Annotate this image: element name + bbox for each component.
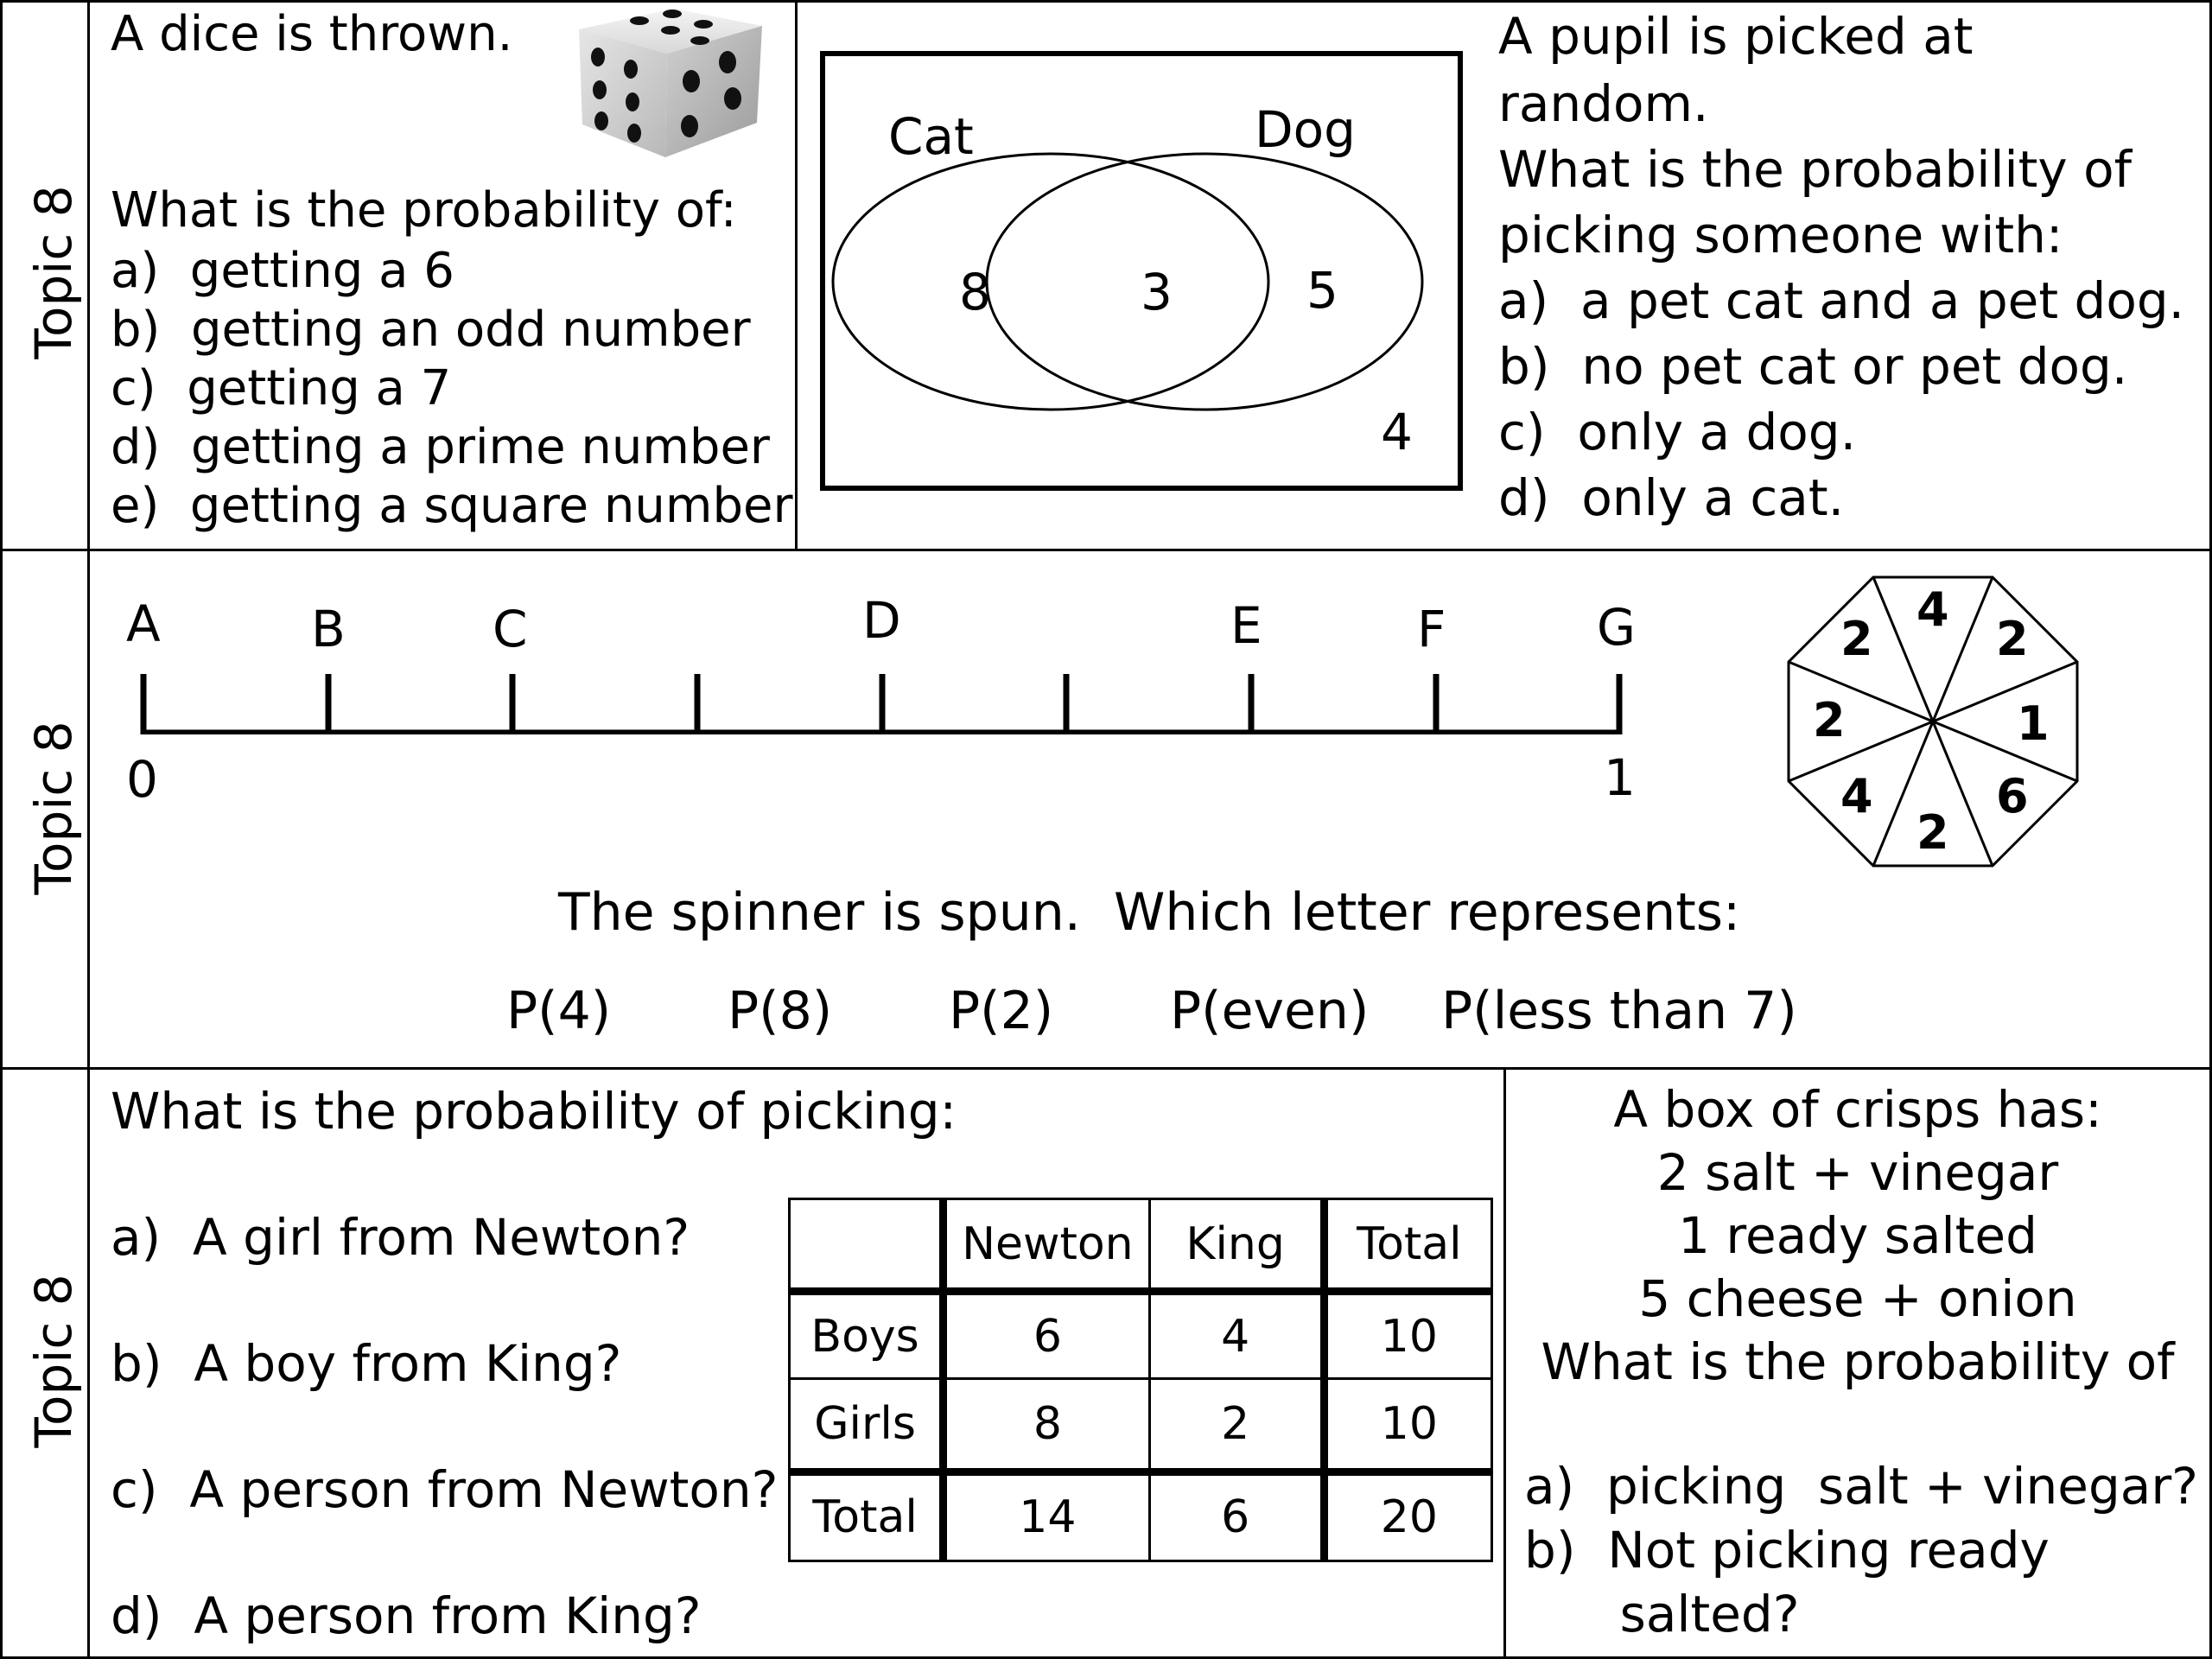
table-row-label-girls: Girls: [790, 1379, 944, 1471]
table-row-label-boys: Boys: [790, 1292, 944, 1379]
table-question: What is the probability of picking:: [111, 1082, 957, 1141]
table-cell: 2: [1149, 1379, 1324, 1471]
table-header-newton: Newton: [944, 1199, 1149, 1292]
scale-letter-f: F: [1417, 600, 1446, 658]
dice-item-e: e) getting a square number: [111, 478, 793, 534]
table-cell: 20: [1324, 1471, 1491, 1560]
spinner-sector-5: 2: [1916, 805, 1949, 860]
table-header-corner: [790, 1199, 944, 1292]
dice-title: A dice is thrown.: [111, 6, 513, 62]
pupil-line-4: picking someone with:: [1498, 206, 2063, 264]
spinner-sector-3: 1: [2017, 696, 2050, 751]
table-cell: 4: [1149, 1292, 1324, 1379]
table-item-a: a) A girl from Newton?: [111, 1208, 690, 1267]
table-row: [790, 1379, 1492, 1471]
spinner-sector-6: 4: [1840, 769, 1873, 823]
pupil-item-c: c) only a dog.: [1498, 403, 1857, 461]
pupil-line-3: What is the probability of: [1498, 140, 2133, 199]
scale-letter-a: A: [126, 594, 161, 653]
option-p2: P(2): [949, 981, 1054, 1041]
topic-column-divider: [87, 0, 90, 1659]
dice-item-c: c) getting a 7: [111, 360, 452, 416]
crisps-line-5: What is the probability of: [1541, 1332, 2175, 1391]
spinner-sector-8: 2: [1840, 612, 1873, 666]
scale-letter-g: G: [1597, 598, 1636, 657]
pupil-item-a: a) a pet cat and a pet dog.: [1498, 271, 2185, 330]
venn-value-outside: 4: [1381, 403, 1413, 461]
crisps-line-1: A box of crisps has:: [1613, 1080, 2102, 1139]
table-cell: 8: [944, 1379, 1149, 1471]
scale-end-label: 1: [1604, 748, 1636, 807]
spinner-sector-4: 6: [1996, 769, 2029, 823]
probability-scale: [130, 665, 1650, 734]
option-p-even: P(even): [1170, 981, 1370, 1041]
pupil-item-b: b) no pet cat or pet dog.: [1498, 337, 2128, 396]
table-row: [790, 1292, 1492, 1379]
spinner-sector-2: 2: [1996, 612, 2029, 666]
outer-border-top: [0, 0, 2212, 3]
scale-letter-c: C: [493, 600, 528, 658]
spinner-sector-1: 4: [1916, 582, 1949, 637]
scale-letter-e: E: [1230, 596, 1262, 655]
dice-icon: [570, 3, 769, 159]
crisps-item-b: b) Not picking ready: [1524, 1521, 2050, 1580]
crisps-item-a: a) picking salt + vinegar?: [1524, 1457, 2198, 1516]
outer-border-left: [0, 0, 3, 1659]
dice-question: What is the probability of:: [111, 182, 737, 238]
table-cell: 6: [1149, 1471, 1324, 1560]
table-row: [790, 1471, 1492, 1560]
crisps-question-block: [1507, 1078, 2209, 1394]
table-row-label-total: Total: [790, 1471, 944, 1560]
venn-label-dog: Dog: [1255, 100, 1356, 159]
option-p8: P(8): [728, 981, 833, 1041]
crisps-line-4: 5 cheese + onion: [1638, 1269, 2077, 1328]
table-item-c: c) A person from Newton?: [111, 1460, 779, 1519]
scale-start-label: 0: [126, 750, 158, 809]
dice-item-d: d) getting a prime number: [111, 419, 770, 475]
venn-value-dog-only: 5: [1306, 261, 1338, 320]
venn-label-cat: Cat: [888, 107, 974, 166]
section3-cell-divider: [1503, 1068, 1506, 1659]
row-divider-2: [0, 1067, 2212, 1070]
spinner-question: The spinner is spun. Which letter represents:: [558, 882, 1741, 943]
venn-value-both: 3: [1141, 263, 1173, 321]
pupil-item-d: d) only a cat.: [1498, 468, 1845, 527]
table-cell: 10: [1324, 1379, 1491, 1471]
topic-label-2: Topic 8: [24, 721, 83, 895]
row-divider-1: [0, 549, 2212, 551]
scale-letter-b: B: [311, 600, 346, 658]
topic-label-1: Topic 8: [24, 185, 83, 359]
table-item-d: d) A person from King?: [111, 1586, 702, 1645]
two-way-table: [788, 1198, 1493, 1562]
pupil-line-1: A pupil is picked at: [1498, 7, 1974, 66]
table-header-total: Total: [1324, 1199, 1491, 1292]
scale-letter-d: D: [862, 591, 901, 650]
venn-value-cat-only: 8: [959, 263, 991, 321]
crisps-line-2: 2 salt + vinegar: [1656, 1143, 2059, 1202]
topic-label-3: Topic 8: [24, 1274, 83, 1448]
crisps-line-3: 1 ready salted: [1678, 1206, 2037, 1265]
crisps-item-b-cont: salted?: [1524, 1585, 1800, 1643]
table-header-king: King: [1149, 1199, 1324, 1292]
dice-item-b: b) getting an odd number: [111, 302, 751, 358]
option-p4: P(4): [506, 981, 612, 1041]
table-cell: 10: [1324, 1292, 1491, 1379]
table-cell: 6: [944, 1292, 1149, 1379]
spinner-sector-7: 2: [1813, 693, 1846, 747]
table-cell: 14: [944, 1471, 1149, 1560]
table-item-b: b) A boy from King?: [111, 1334, 622, 1393]
option-p-less-than-7: P(less than 7): [1441, 981, 1797, 1041]
dice-item-a: a) getting a 6: [111, 243, 454, 299]
pupil-line-2: random.: [1498, 74, 1709, 133]
section1-cell-divider: [795, 0, 798, 550]
